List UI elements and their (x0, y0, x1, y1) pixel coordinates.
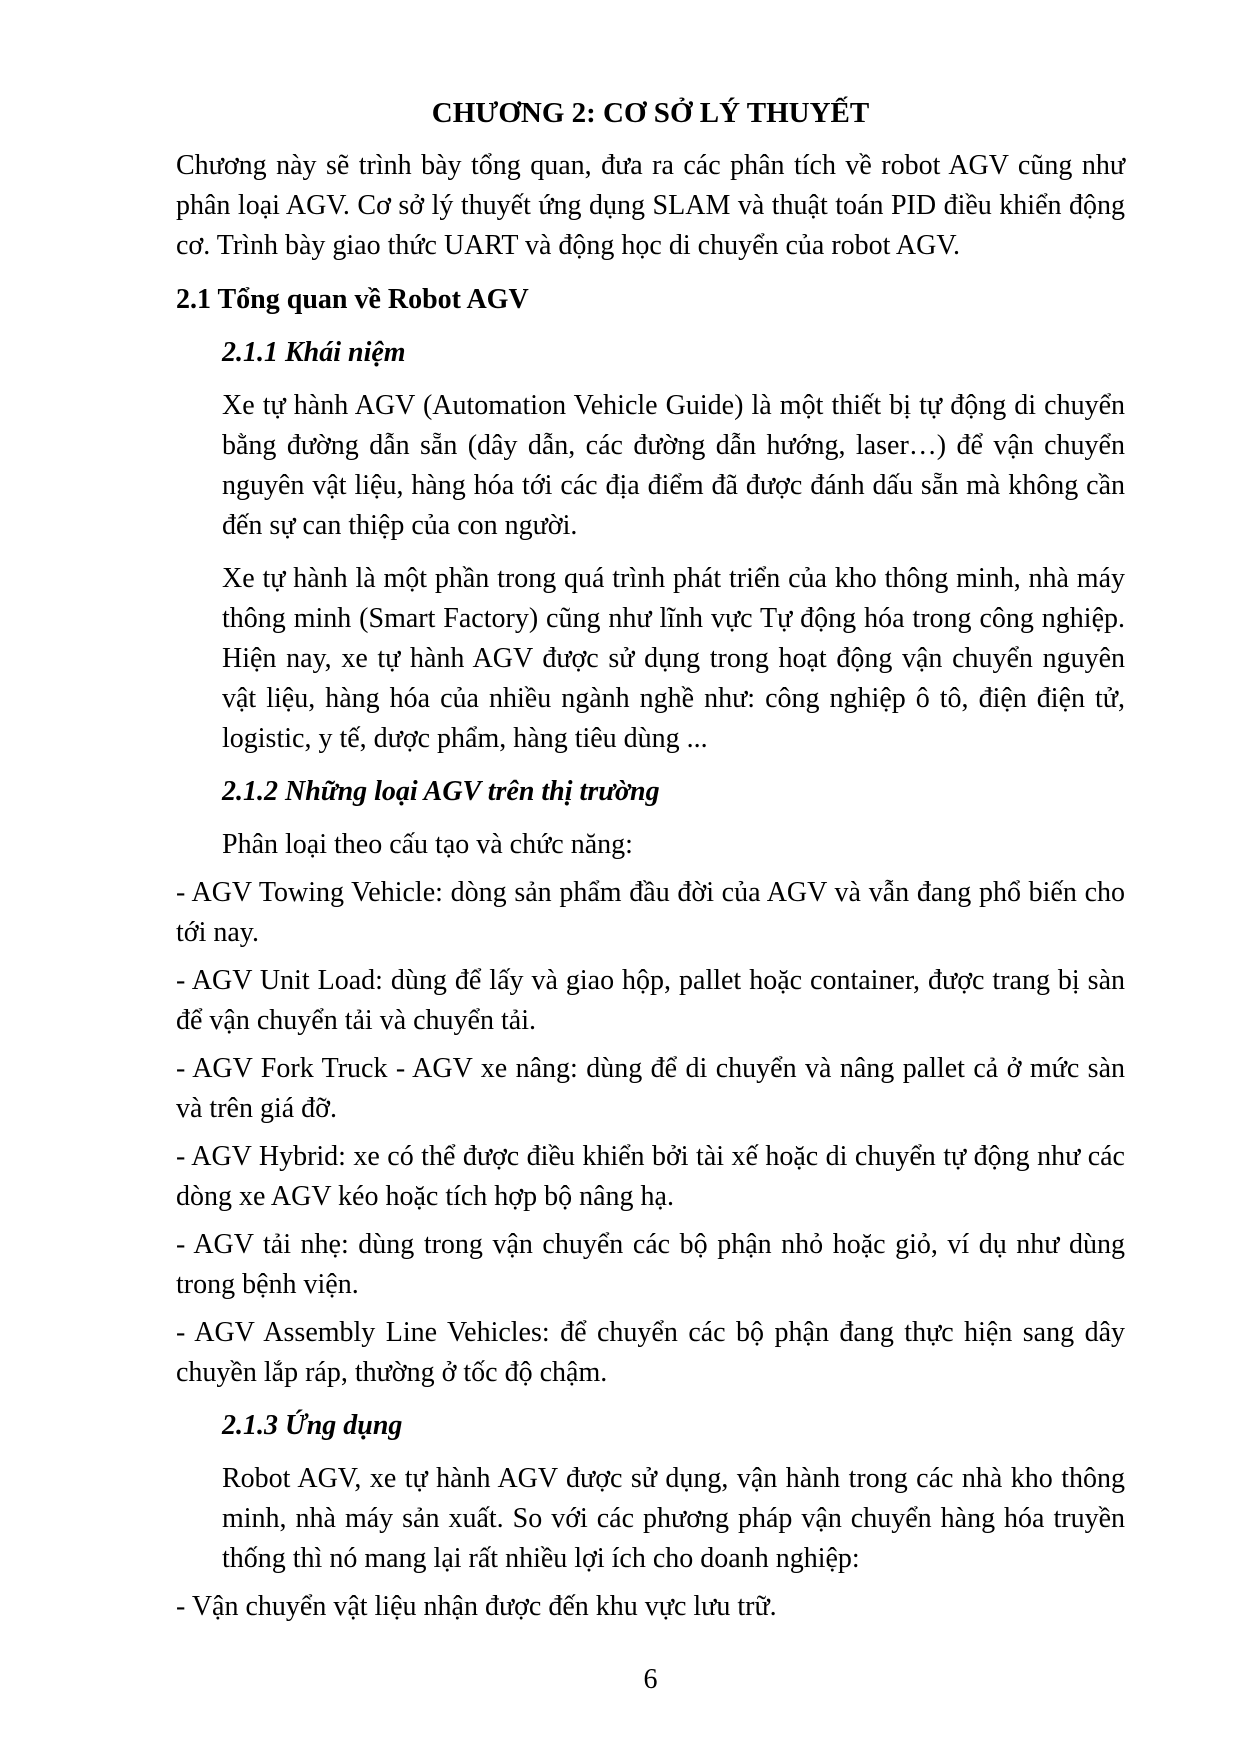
list-item-agv-fork-truck: - AGV Fork Truck - AGV xe nâng: dùng để di chuyển và nâng pallet cả ở mức sàn và trên giá đỡ. (176, 1053, 1125, 1124)
list-item-agv-towing: - AGV Towing Vehicle: dòng sản phẩm đầu đời của AGV và vẫn đang phổ biến cho tới nay. (176, 877, 1125, 948)
chapter-title: CHƯƠNG 2: CƠ SỞ LÝ THUYẾT (431, 97, 870, 129)
paragraph-ung-dung: Robot AGV, xe tự hành AGV được sử dụng, vận hành trong các nhà kho thông minh, nhà máy sản xuất. So với các phương pháp vận chuyển hàng hóa truyền thống thì nó mang lại rất nhiều lợi ích cho doanh nghiệp: (222, 1463, 1125, 1574)
chapter-intro-paragraph: Chương này sẽ trình bày tổng quan, đưa ra các phân tích về robot AGV cũng như phân loại AGV. Cơ sở lý thuyết ứng dụng SLAM và thuật toán PID điều khiển động cơ. Trình bày giao thức UART và động học di chuyển của robot AGV. (176, 150, 1125, 261)
subsection-heading-2-1-1: 2.1.1 Khái niệm (222, 337, 406, 368)
list-item-agv-tai-nhe: - AGV tải nhẹ: dùng trong vận chuyển các bộ phận nhỏ hoặc giỏ, ví dụ như dùng trong bệnh viện. (176, 1229, 1125, 1300)
paragraph-khai-niem-1: Xe tự hành AGV (Automation Vehicle Guide) là một thiết bị tự động di chuyển bằng đường dẫn sẵn (dây dẫn, các đường dẫn hướng, laser…) để vận chuyển nguyên vật liệu, hàng hóa tới các địa điểm đã được đánh dấu sẵn mà không cần đến sự can thiệp của con người. (222, 390, 1125, 541)
list-item-agv-unit-load: - AGV Unit Load: dùng để lấy và giao hộp, pallet hoặc container, được trang bị sàn để vận chuyển tải và chuyển tải. (176, 965, 1125, 1036)
list-item-van-chuyen-vat-lieu: - Vận chuyển vật liệu nhận được đến khu vực lưu trữ. (176, 1591, 777, 1622)
section-heading-2-1: 2.1 Tổng quan về Robot AGV (176, 284, 529, 315)
paragraph-khai-niem-2: Xe tự hành là một phần trong quá trình phát triển của kho thông minh, nhà máy thông minh (Smart Factory) cũng như lĩnh vực Tự động hóa trong công nghiệp. Hiện nay, xe tự hành AGV được sử dụng trong hoạt động vận chuyển nguyên vật liệu, hàng hóa của nhiều ngành nghề như: công nghiệp ô tô, điện điện tử, logistic, y tế, dược phẩm, hàng tiêu dùng ... (222, 563, 1125, 754)
subsection-heading-2-1-3: 2.1.3 Ứng dụng (222, 1410, 403, 1441)
list-item-agv-assembly-line: - AGV Assembly Line Vehicles: để chuyển các bộ phận đang thực hiện sang dây chuyền lắp ráp, thường ở tốc độ chậm. (176, 1317, 1125, 1388)
list-item-agv-hybrid: - AGV Hybrid: xe có thể được điều khiển bởi tài xế hoặc di chuyển tự động như các dòng xe AGV kéo hoặc tích hợp bộ nâng hạ. (176, 1141, 1125, 1212)
page-number: 6 (643, 1664, 658, 1695)
subsection-heading-2-1-2: 2.1.2 Những loại AGV trên thị trường (222, 776, 660, 807)
paragraph-phan-loai-lead: Phân loại theo cấu tạo và chức năng: (222, 829, 633, 860)
